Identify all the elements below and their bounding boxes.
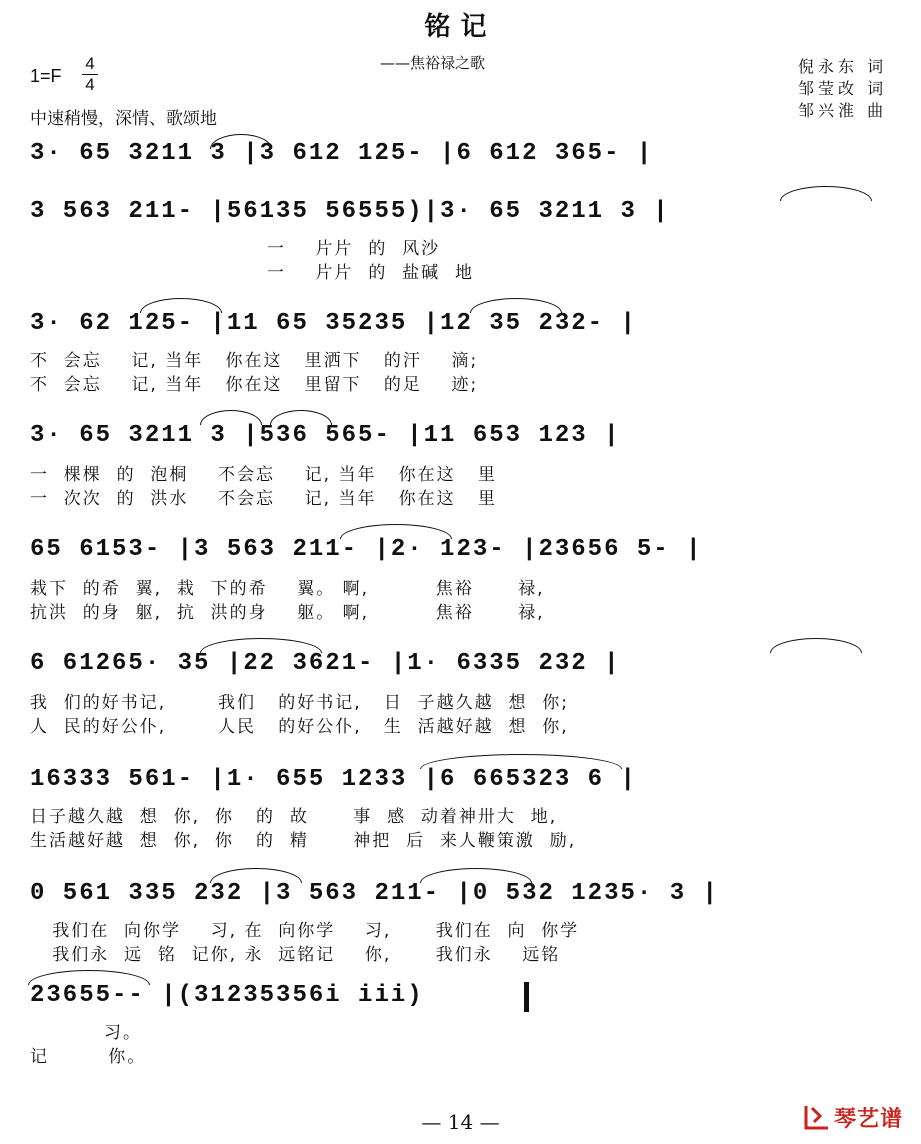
key-signature: 1=F <box>30 66 62 86</box>
lyric-adapter-credit: 邹莹改 词 <box>798 79 888 98</box>
song-subtitle: ——焦裕禄之歌 <box>380 54 486 72</box>
lyric-verse-1: 一 棵棵 的 泡桐 不会忘 记, 当年 你在这 里 <box>30 465 497 485</box>
slur <box>340 524 452 539</box>
slur <box>200 638 322 653</box>
lyric-verse-2: 我们永 远 铭 记你, 永 远铭记 你, 我们永 远铭 <box>30 945 561 965</box>
page-number: — 14 — <box>421 1110 500 1134</box>
notation-line: 0 561 335 232 |3 563 211- |0 532 1235· 3 | <box>30 880 719 907</box>
slur <box>770 638 862 653</box>
lyric-verse-1: 栽下 的希 翼, 栽 下的希 翼。 啊, 焦裕 禄, <box>30 579 545 599</box>
lyric-verse-1: 日子越久越 想 你, 你 的 故 事 感 动着神卅大 地, <box>30 807 558 827</box>
notation-line: 3· 65 3211 3 |3 612 125- |6 612 365- | <box>30 140 654 167</box>
notation-line: 23655-- |(31235356i iii) <box>30 982 424 1009</box>
slur <box>28 970 150 985</box>
notation-line: 65 6153- |3 563 211- |2· 123- |23656 5- | <box>30 536 703 563</box>
lyric-verse-2: 一 片片 的 盐碱 地 <box>30 263 474 283</box>
notation-line: 3 563 211- |56135 56555)|3· 65 3211 3 | <box>30 198 670 225</box>
slur <box>200 410 262 425</box>
lyric-verse-1: 不 会忘 记, 当年 你在这 里洒下 的汗 滴; <box>30 351 479 371</box>
song-title: 铭记 <box>424 12 497 42</box>
staff-row-6 <box>30 646 620 682</box>
lyric-verse-2: 人 民的好公仆, 人民 的好公仆, 生 活越好越 想 你, <box>30 717 569 737</box>
notation-line: 6 61265· 35 |22 3621- |1· 6335 232 | <box>30 650 621 677</box>
slur <box>420 754 622 769</box>
slur <box>470 298 562 313</box>
time-signature-top: 4 <box>85 54 95 73</box>
notation-line: 16333 561- |1· 655 1233 |6 665323 6 | <box>30 766 637 793</box>
lyric-verse-2: 抗洪 的身 躯, 抗 洪的身 躯。 啊, 焦裕 禄, <box>30 603 545 623</box>
logo-text: 琴艺谱 <box>834 1107 904 1132</box>
lyric-verse-2: 生活越好越 想 你, 你 的 精 神把 后 来人鞭策激 励, <box>30 831 577 851</box>
final-barline <box>524 982 529 1012</box>
lyric-verse-1: 我 们的好书记, 我们 的好书记, 日 子越久越 想 你; <box>30 693 570 713</box>
slur <box>780 186 872 201</box>
staff-row-8 <box>30 876 719 912</box>
notation-line: 3· 65 3211 3 |536 565- |11 653 123 | <box>30 422 621 449</box>
lyric-verse-2: 记 你。 <box>30 1047 147 1067</box>
lyricist-credit: 倪永东 词 <box>798 57 888 76</box>
logo-icon <box>802 1102 832 1132</box>
slur <box>140 298 222 313</box>
tempo-marking: 中速稍慢，深情、歌颂地 <box>30 109 217 129</box>
lyric-verse-2: 不 会忘 记, 当年 你在这 里留下 的足 迹; <box>30 375 479 395</box>
time-signature <box>82 54 98 95</box>
slur <box>210 868 302 883</box>
staff-row-2 <box>30 194 670 230</box>
lyric-verse-1: 一 片片 的 风沙 <box>30 239 441 259</box>
slur <box>420 868 532 883</box>
notation-line: 3· 62 125- |11 65 35235 |12 35 232- | <box>30 310 637 337</box>
lyric-verse-2: 一 次次 的 洪水 不会忘 记, 当年 你在这 里 <box>30 489 497 509</box>
composer-credit: 邹兴淮 曲 <box>798 101 888 120</box>
time-signature-bottom: 4 <box>82 74 98 95</box>
slur <box>270 410 332 425</box>
site-logo <box>800 1100 910 1134</box>
staff-row-1 <box>30 136 653 172</box>
lyric-verse-1: 我们在 向你学 习, 在 向你学 习, 我们在 向 你学 <box>30 921 580 941</box>
lyric-verse-1: 习。 <box>30 1023 143 1043</box>
